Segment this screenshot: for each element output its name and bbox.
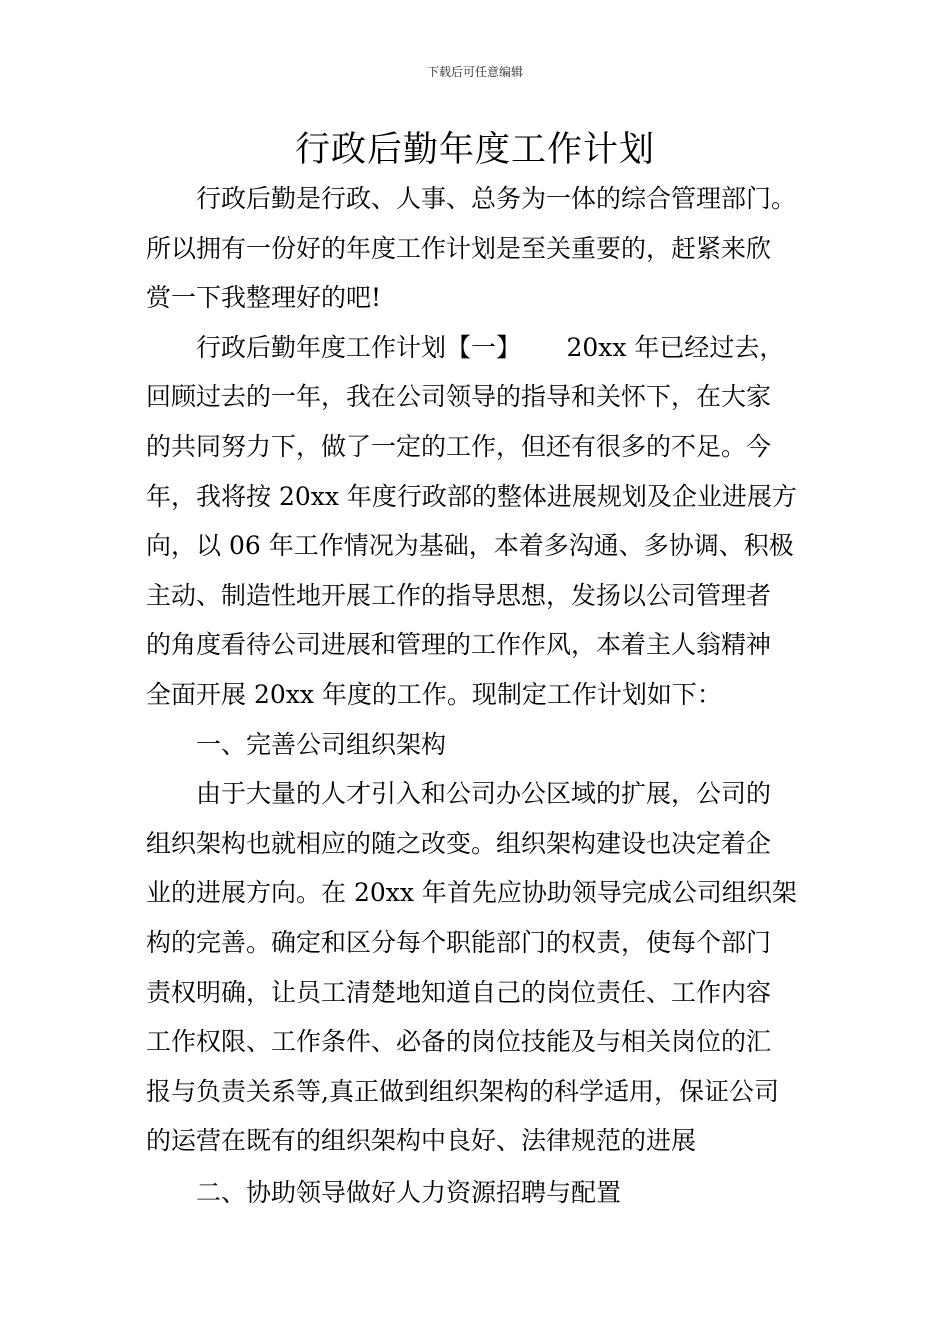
body-line: 构的完善。确定和区分每个职能部门的权责，使每个部门 — [146, 927, 772, 957]
body-line: 的角度看待公司进展和管理的工作作风，本着主人翁精神 — [146, 630, 772, 660]
body-line: 报与负责关系等,真正做到组织架构的科学适用，保证公司 — [146, 1076, 779, 1106]
body-line: 的运营在既有的组织架构中良好、法律规范的进展 — [146, 1126, 697, 1156]
body-line: 工作权限、工作条件、必备的岗位技能及与相关岗位的汇 — [146, 1027, 772, 1057]
body-line: 业的进展方向。在 20xx 年首先应协助领导完成公司组织架 — [146, 878, 797, 908]
body-line: 组织架构也就相应的随之改变。组织架构建设也决定着企 — [146, 828, 772, 858]
body-line: 的共同努力下，做了一定的工作，但还有很多的不足。今 — [146, 431, 772, 461]
body-line: 责权明确，让员工清楚地知道自己的岗位责任、工作内容 — [146, 977, 772, 1007]
body-line: 向，以 06 年工作情况为基础，本着多沟通、多协调、积极 — [146, 531, 794, 561]
body-line: 全面开展 20xx 年度的工作。现制定工作计划如下： — [146, 679, 722, 709]
section-heading: 二、协助领导做好人力资源招聘与配置 — [146, 1177, 622, 1207]
body-line: 所以拥有一份好的年度工作计划是至关重要的，赶紧来欣 — [146, 233, 772, 263]
body-line: 由于大量的人才引入和公司办公区域的扩展，公司的 — [146, 779, 772, 809]
section-heading: 一、完善公司组织架构 — [146, 729, 447, 759]
body-line: 行政后勤是行政、人事、总务为一体的综合管理部门。 — [146, 184, 797, 213]
body-line: 赏一下我整理好的吧! — [146, 283, 382, 313]
body-line: 行政后勤年度工作计划【一】 20xx 年已经过去， — [146, 332, 785, 362]
document-title: 行政后勤年度工作计划 — [294, 130, 655, 170]
page-header-note: 下载后可任意编辑 — [426, 65, 523, 79]
body-line: 主动、制造性地开展工作的指导思想，发扬以公司管理者 — [146, 580, 772, 610]
body-line: 回顾过去的一年，我在公司领导的指导和关怀下，在大家 — [146, 382, 772, 412]
document-body — [146, 174, 814, 1217]
body-line: 年，我将按 20xx 年度行政部的整体进展规划及企业进展方 — [146, 481, 797, 511]
